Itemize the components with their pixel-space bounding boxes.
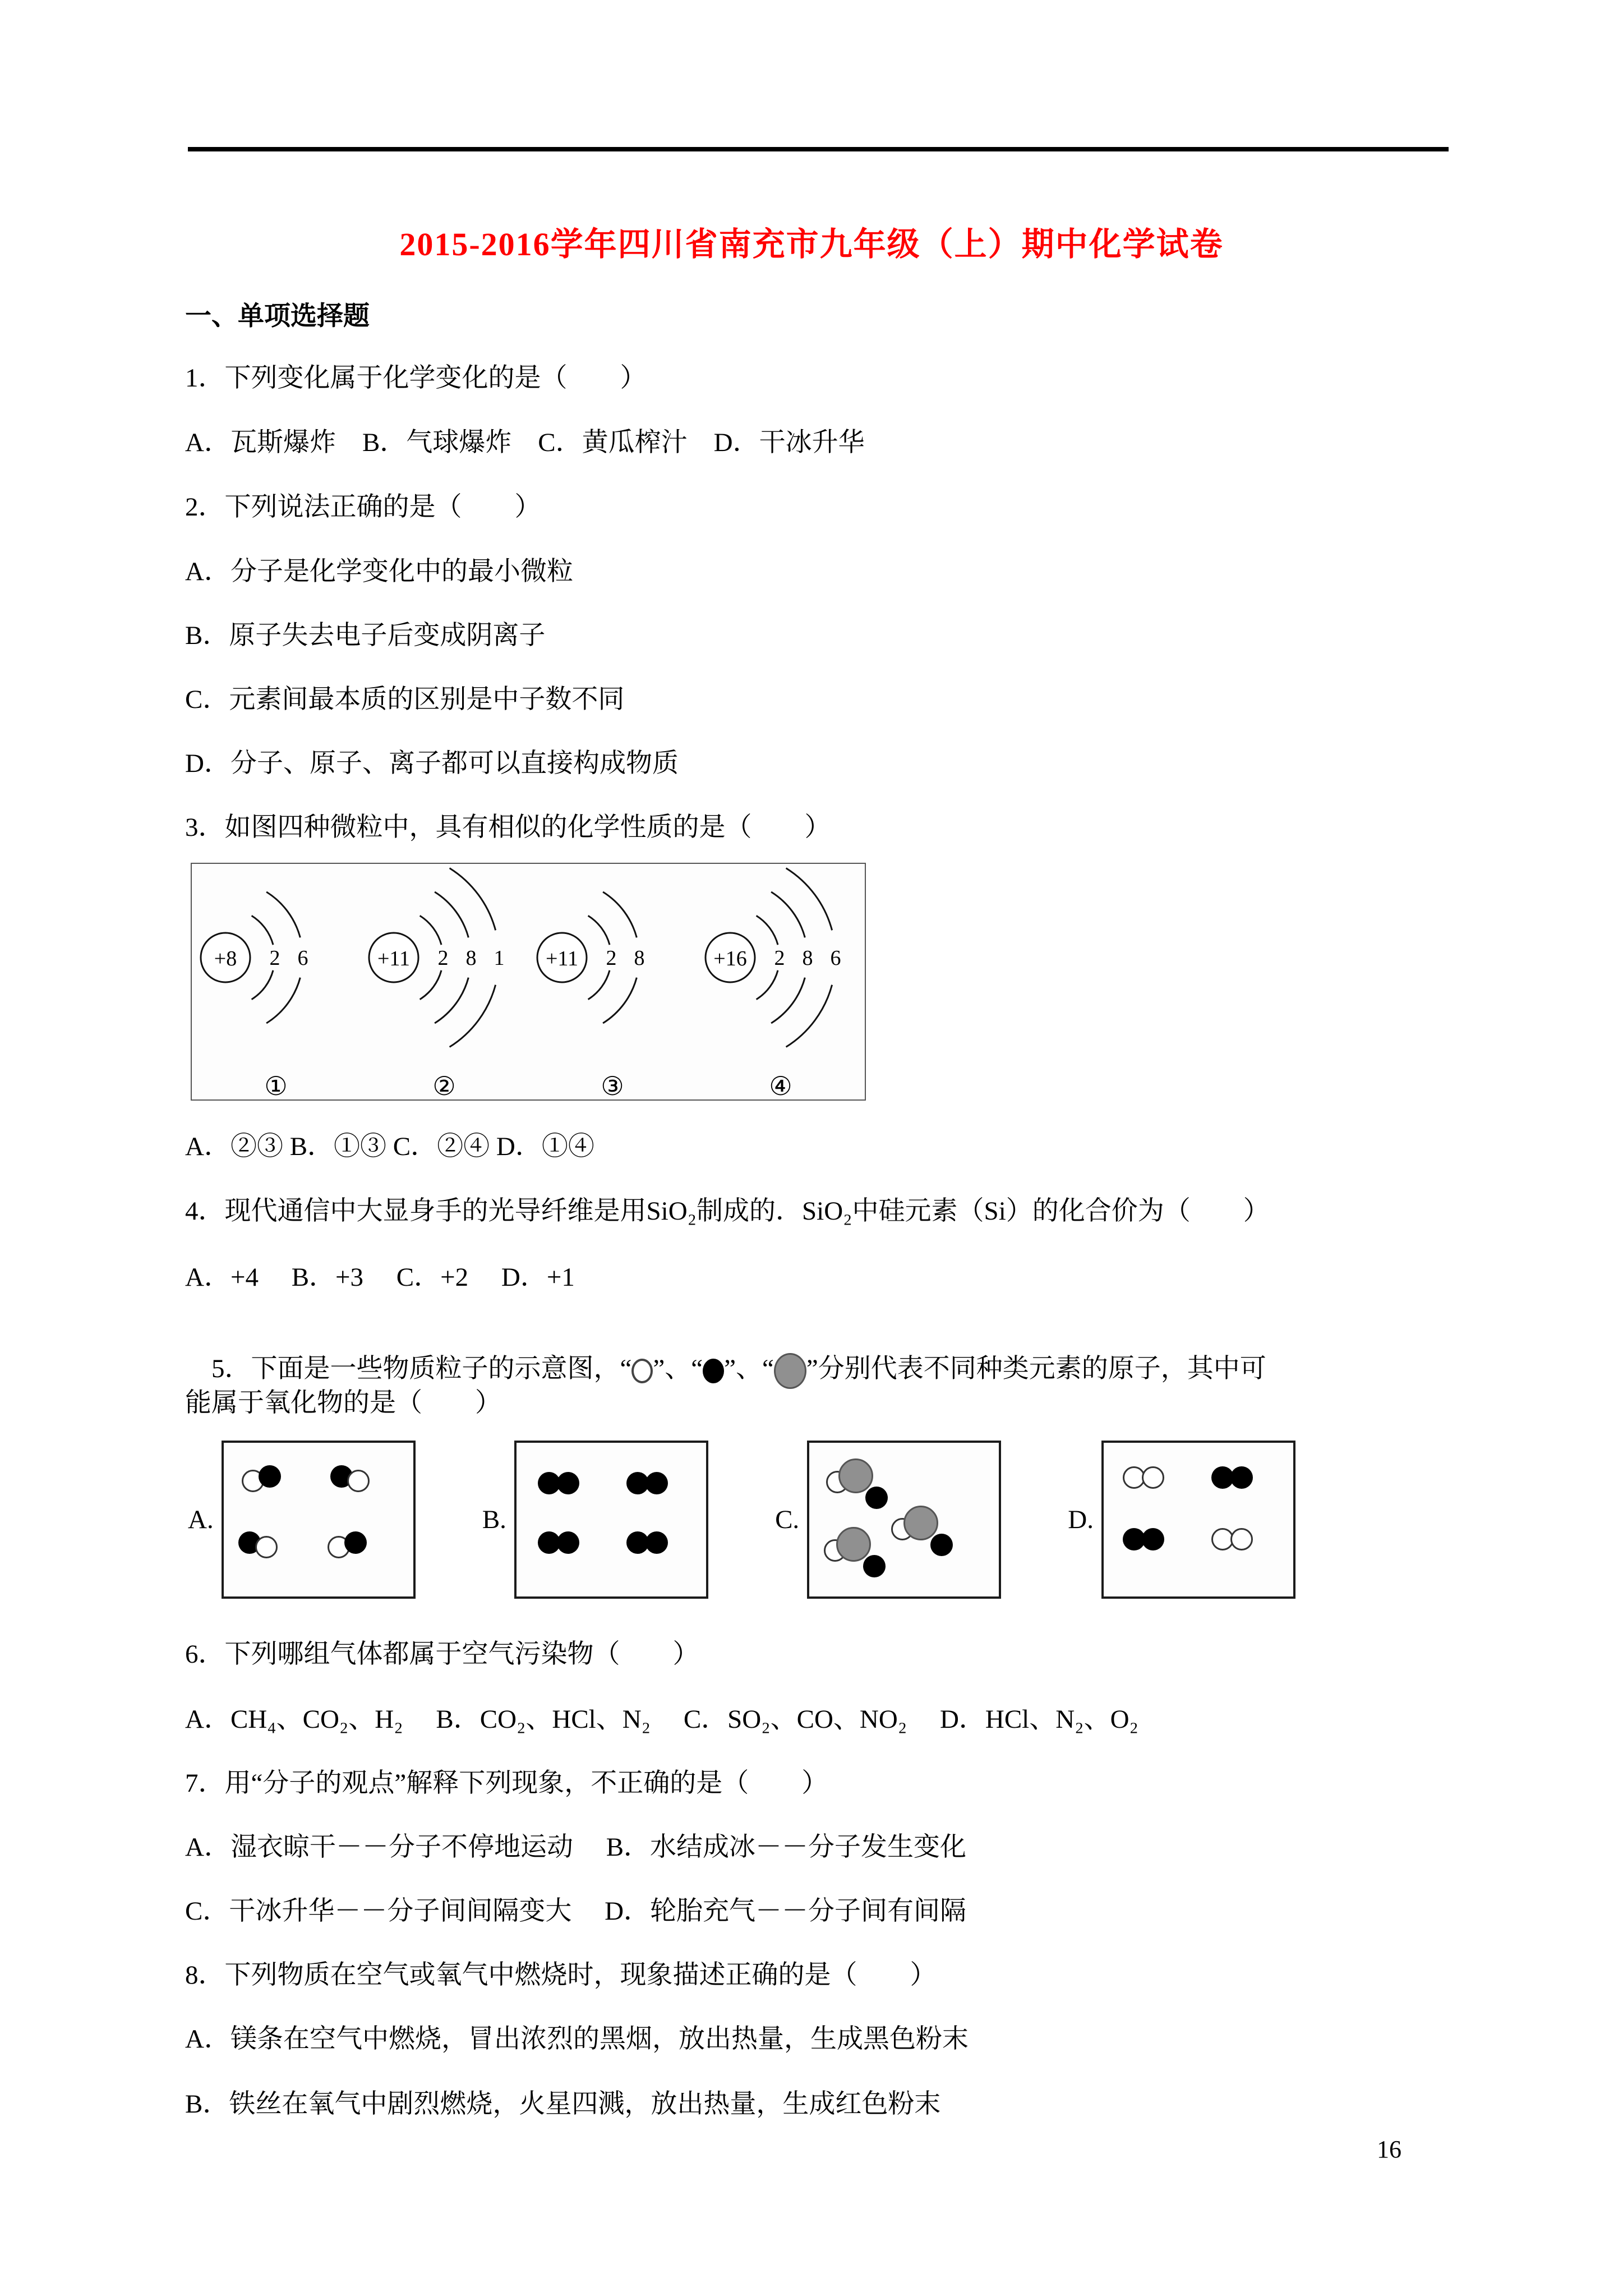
q4-options: A．+4 B．+3 C．+2 D．+1	[185, 1263, 575, 1292]
q8-option-a: A．镁条在空气中燃烧，冒出浓烈的黑烟，放出热量，生成黑色粉末	[185, 2024, 969, 2054]
q5-option-a	[188, 1441, 416, 1599]
atom-structure-3	[528, 864, 697, 1099]
q5-stem-suffix: ”分别代表不同种类元素的原子，其中可	[806, 1354, 1266, 1383]
q5-option-label: D.	[1068, 1505, 1094, 1534]
q4-stem: 4．现代通信中大显身手的光导纤维是用SiO₂制成的．SiO₂中硅元素（Si）的化合价为（ ）	[185, 1197, 1270, 1226]
q5-stem-sep1: ”、“	[653, 1354, 703, 1383]
svg-text:+11: +11	[545, 947, 579, 970]
molecule-box	[222, 1441, 416, 1599]
page-number: 16	[1377, 2136, 1401, 2163]
svg-text:1: 1	[494, 946, 505, 970]
q5-stem-prefix: 5．下面是一些物质粒子的示意图，“	[211, 1354, 632, 1383]
q5-options-row	[188, 1441, 1295, 1599]
header-rule	[188, 147, 1449, 151]
black-atom-icon	[557, 1531, 579, 1554]
black-atom-icon	[259, 1465, 281, 1488]
q5-option-label: C.	[775, 1505, 800, 1534]
q6-options: A．CH₄、CO₂、H₂ B．CO₂、HCl、N₂ C．SO₂、CO、NO₂ D．HCl、N₂、O₂	[185, 1705, 1138, 1734]
q6-stem: 6．下列哪组气体都属于空气污染物（ ）	[185, 1640, 699, 1669]
q2-option-b: B．原子失去电子后变成阴离子	[185, 621, 546, 650]
atom-structure-2	[360, 864, 528, 1099]
svg-text:+16: +16	[713, 947, 747, 970]
atom-label-4: ④	[769, 1072, 792, 1101]
q1-stem: 1．下列变化属于化学变化的是（ ）	[185, 364, 647, 393]
q2-option-c: C．元素间最本质的区别是中子数不同	[185, 685, 625, 714]
black-atom-icon	[930, 1534, 953, 1556]
q5-option-label: B.	[482, 1505, 506, 1534]
black-atom-icon	[1230, 1466, 1253, 1489]
white-atom-icon	[255, 1536, 278, 1558]
svg-text:2: 2	[437, 946, 449, 970]
q5-stem-line2: 能属于氧化物的是（ ）	[185, 1388, 501, 1418]
molecule-box	[514, 1441, 708, 1599]
q5-option-b	[482, 1441, 708, 1599]
q3-stem: 3．如图四种微粒中，具有相似的化学性质的是（ ）	[185, 813, 831, 842]
atom-structure-4	[697, 864, 865, 1099]
q3-options: A．②③ B．①③ C．②④ D．①④	[185, 1132, 594, 1161]
gray-atom-icon	[903, 1506, 938, 1540]
black-atom-icon	[344, 1531, 367, 1554]
q5-option-label: A.	[188, 1505, 214, 1534]
svg-text:2: 2	[606, 946, 617, 970]
svg-text:+8: +8	[214, 947, 237, 970]
q5-stem-sep2: ”、“	[724, 1354, 774, 1383]
gray-atom-icon	[838, 1458, 873, 1493]
black-atom-icon	[703, 1359, 724, 1383]
q8-stem: 8．下列物质在空气或氧气中燃烧时，现象描述正确的是（ ）	[185, 1961, 937, 1990]
svg-text:6: 6	[297, 946, 308, 970]
black-atom-icon	[645, 1531, 668, 1554]
atom-label-3: ③	[601, 1072, 624, 1101]
black-atom-icon	[863, 1555, 886, 1577]
q5-option-d	[1068, 1441, 1295, 1599]
q2-option-a: A．分子是化学变化中的最小微粒	[185, 557, 573, 586]
gray-atom-icon	[836, 1527, 871, 1562]
atom-label-1: ①	[264, 1072, 288, 1101]
svg-text:8: 8	[634, 946, 645, 970]
q7-options-cd: C．干冰升华－－分子间间隔变大 D．轮胎充气－－分子间有间隔	[185, 1897, 967, 1926]
black-atom-icon	[557, 1472, 579, 1494]
q1-options: A．瓦斯爆炸 B．气球爆炸 C．黄瓜榨汁 D．干冰升华	[185, 428, 865, 457]
q7-stem: 7．用“分子的观点”解释下列现象，不正确的是（ ）	[185, 1769, 828, 1798]
atom-label-2: ②	[432, 1072, 456, 1101]
section-heading: 一、单项选择题	[185, 302, 370, 331]
q2-stem: 2．下列说法正确的是（ ）	[185, 493, 541, 522]
white-atom-icon	[1142, 1466, 1164, 1489]
white-atom-icon	[347, 1470, 370, 1492]
svg-text:8: 8	[465, 946, 477, 970]
black-atom-icon	[645, 1472, 668, 1494]
white-atom-icon	[631, 1359, 653, 1383]
q7-options-ab: A．湿衣晾干－－分子不停地运动 B．水结成冰－－分子发生变化	[185, 1833, 967, 1862]
q5-option-c	[775, 1441, 1001, 1599]
svg-text:8: 8	[802, 946, 813, 970]
q3-diagram	[191, 863, 866, 1101]
molecule-box	[807, 1441, 1001, 1599]
molecule-box	[1101, 1441, 1295, 1599]
page-title: 2015-2016学年四川省南充市九年级（上）期中化学试卷	[399, 226, 1224, 263]
svg-text:+11: +11	[377, 947, 411, 970]
svg-text:6: 6	[830, 946, 841, 970]
svg-text:2: 2	[774, 946, 785, 970]
white-atom-icon	[1230, 1528, 1253, 1550]
atom-structure-1	[192, 864, 360, 1099]
black-atom-icon	[1142, 1528, 1164, 1550]
q2-option-d: D．分子、原子、离子都可以直接构成物质	[185, 749, 679, 778]
svg-text:2: 2	[269, 946, 280, 970]
gray-atom-icon	[774, 1353, 806, 1389]
q8-option-b: B．铁丝在氧气中剧烈燃烧，火星四溅，放出热量，生成红色粉末	[185, 2090, 941, 2119]
black-atom-icon	[865, 1487, 888, 1509]
